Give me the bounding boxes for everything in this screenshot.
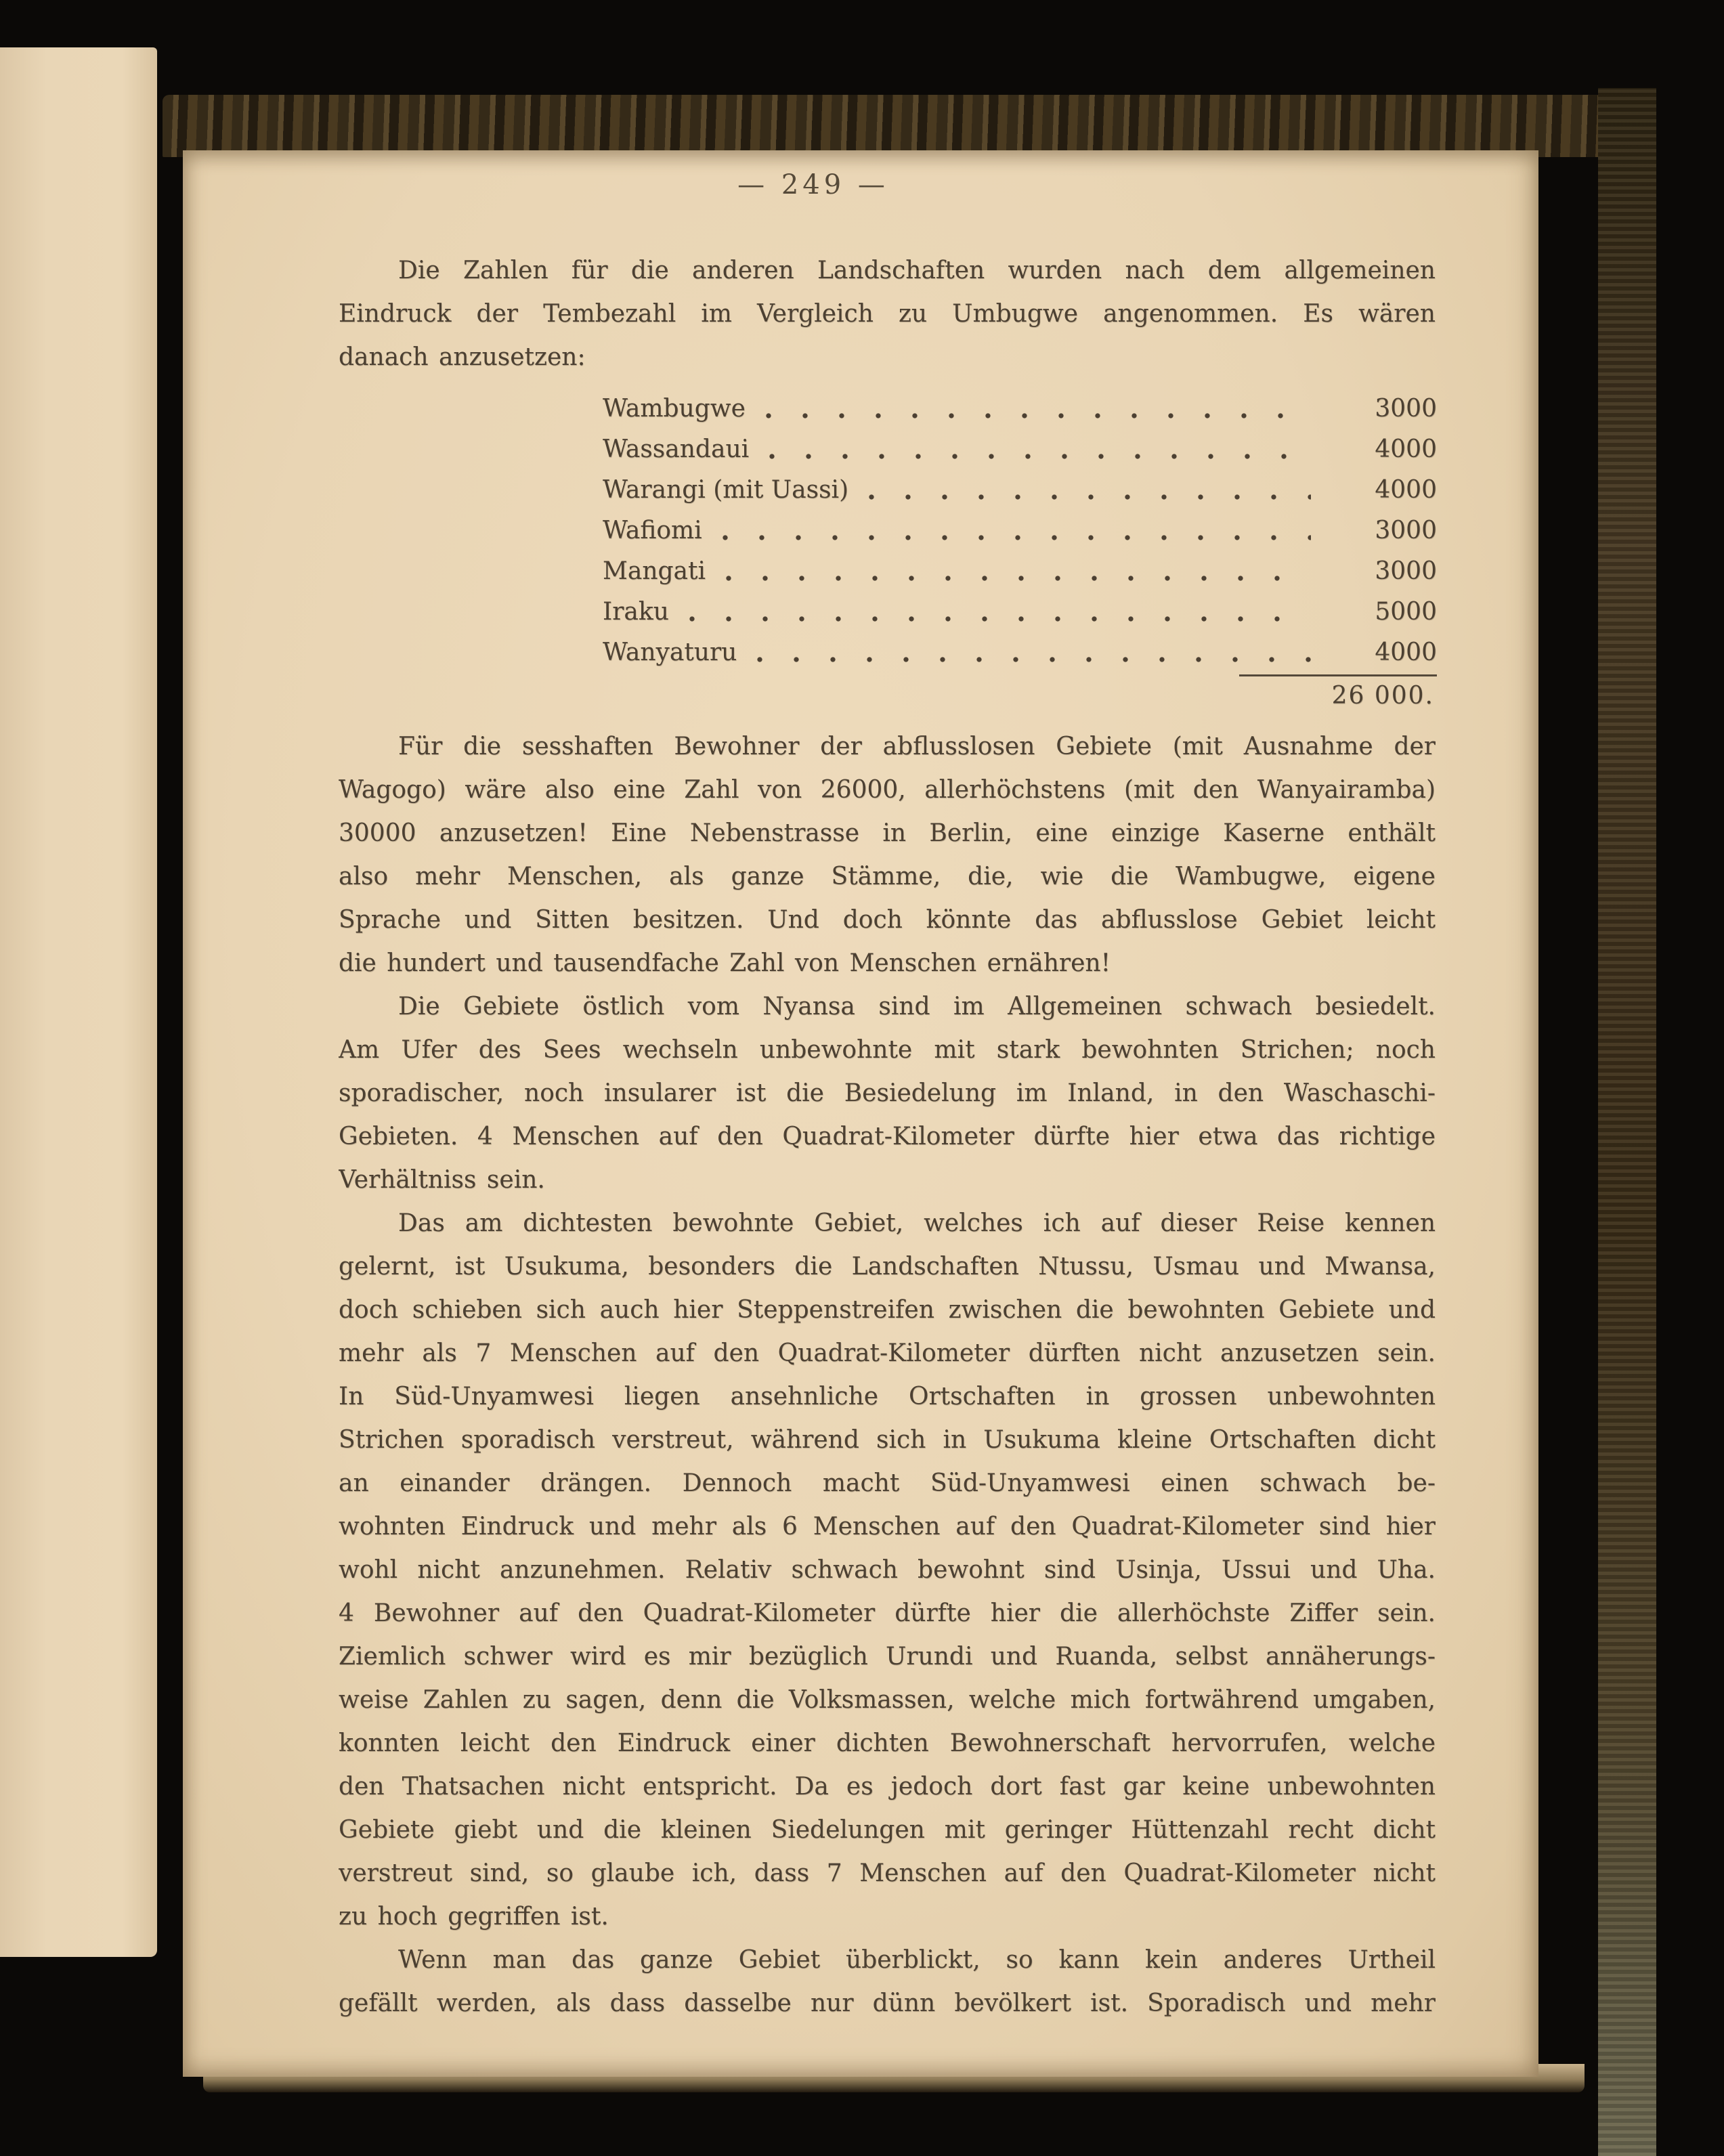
dot-leader xyxy=(726,573,1311,582)
table-row xyxy=(603,632,1437,673)
text-line: gefällt werden, als dass dasselbe nur dünn bevölkert ist. Sporadisch und mehr xyxy=(339,1989,1436,2017)
row-value: 4000 xyxy=(1375,476,1437,504)
row-label: Wafiomi xyxy=(603,517,702,544)
book-top-edge xyxy=(163,95,1656,157)
text-line: Die Gebiete östlich vom Nyansa sind im Allgemeinen schwach besiedelt. xyxy=(398,993,1436,1020)
text-line: Die Zahlen für die anderen Landschaften wurden nach dem allgemeinen xyxy=(398,257,1436,284)
table-row xyxy=(603,429,1437,470)
table-row xyxy=(603,470,1437,511)
row-value: 5000 xyxy=(1375,598,1437,626)
paragraph xyxy=(339,1202,1436,1939)
text-line: danach anzusetzen: xyxy=(339,343,586,371)
row-label: Iraku xyxy=(603,598,669,626)
total-value: 26 000. xyxy=(1331,682,1434,710)
paragraph xyxy=(339,725,1436,985)
paragraph xyxy=(339,1939,1436,2025)
paragraph xyxy=(339,249,1436,379)
text-line: zu hoch gegriffen ist. xyxy=(339,1903,609,1931)
table-row xyxy=(603,551,1437,592)
table-row xyxy=(603,389,1437,429)
facing-page-edge xyxy=(0,47,157,1957)
text-line: 4 Bewohner auf den Quadrat-Kilometer dürfte hier die allerhöchste Ziffer sein. xyxy=(339,1599,1436,1627)
census-table xyxy=(603,389,1437,716)
text-line: mehr als 7 Menschen auf den Quadrat-Kilometer dürften nicht anzusetzen sein. xyxy=(339,1339,1436,1367)
text-line: den Thatsachen nicht entspricht. Da es jedoch dort fast gar keine unbewohnten xyxy=(339,1773,1436,1801)
text-line: gelernt, ist Usukuma, besonders die Landschaften Ntussu, Usmau und Mwansa, xyxy=(339,1253,1436,1280)
table-row xyxy=(603,592,1437,632)
text-line: Strichen sporadisch verstreut, während sich in Usukuma kleine Ortschaften dicht xyxy=(339,1426,1436,1454)
page-number: — 249 — xyxy=(737,169,889,200)
dot-leader xyxy=(757,654,1311,664)
text-line: Wenn man das ganze Gebiet überblickt, so kann kein anderes Urtheil xyxy=(398,1946,1436,1974)
dot-leader xyxy=(869,492,1311,501)
row-label: Mangati xyxy=(603,557,706,585)
book-page xyxy=(183,150,1538,2077)
text-line: sporadischer, noch insularer ist die Besiedelung im Inland, in den Waschaschi- xyxy=(339,1079,1436,1107)
text-line: also mehr Menschen, als ganze Stämme, die, wie die Wambugwe, eigene xyxy=(339,863,1436,890)
row-label: Warangi (mit Uassi) xyxy=(603,476,849,504)
text-line: Ziemlich schwer wird es mir bezüglich Urundi und Ruanda, selbst annäherungs- xyxy=(339,1643,1436,1670)
row-value: 3000 xyxy=(1375,395,1437,423)
row-value: 4000 xyxy=(1375,435,1437,463)
text-line: wohnten Eindruck und mehr als 6 Menschen auf den Quadrat-Kilometer sind hier xyxy=(339,1513,1436,1540)
paragraph xyxy=(339,985,1436,1202)
page-edge-stack xyxy=(1536,142,1601,2075)
row-label: Wanyaturu xyxy=(603,639,737,666)
row-value: 3000 xyxy=(1375,557,1437,585)
text-block xyxy=(339,249,1436,2025)
book-binding-texture xyxy=(1598,88,1656,2156)
table-row xyxy=(603,511,1437,551)
text-line: weise Zahlen zu sagen, denn die Volksmassen, welche mich fortwährend umgaben, xyxy=(339,1686,1436,1714)
text-line: Gebieten. 4 Menschen auf den Quadrat-Kilometer dürfte hier etwa das richtige xyxy=(339,1123,1436,1150)
row-label: Wambugwe xyxy=(603,395,746,423)
dot-leader xyxy=(689,613,1311,623)
text-line: die hundert und tausendfache Zahl von Menschen ernähren! xyxy=(339,949,1111,977)
row-label: Wassandaui xyxy=(603,435,750,463)
text-line: Am Ufer des Sees wechseln unbewohnte mit stark bewohnten Strichen; noch xyxy=(339,1036,1436,1064)
row-value: 4000 xyxy=(1375,639,1437,666)
text-line: konnten leicht den Eindruck einer dichten Bewohnerschaft hervorrufen, welche xyxy=(339,1729,1436,1757)
text-line: an einander drängen. Dennoch macht Süd-Unyamwesi einen schwach be- xyxy=(339,1469,1436,1497)
book-gutter xyxy=(154,47,186,1998)
dot-leader xyxy=(766,410,1311,420)
text-line: Für die sesshaften Bewohner der abflusslosen Gebiete (mit Ausnahme der xyxy=(398,733,1436,760)
text-line: 30000 anzusetzen! Eine Nebenstrasse in Berlin, eine einzige Kaserne enthält xyxy=(339,819,1436,847)
row-value: 3000 xyxy=(1375,517,1437,544)
text-line: Gebiete giebt und die kleinen Siedelungen mit geringer Hüttenzahl recht dicht xyxy=(339,1816,1436,1844)
dot-leader xyxy=(769,451,1311,460)
text-line: Verhältniss sein. xyxy=(339,1166,545,1194)
text-line: Wagogo) wäre also eine Zahl von 26000, allerhöchstens (mit den Wanyairamba) xyxy=(339,776,1436,804)
text-line: verstreut sind, so glaube ich, dass 7 Menschen auf den Quadrat-Kilometer nicht xyxy=(339,1859,1436,1887)
text-line: Das am dichtesten bewohnte Gebiet, welches ich auf dieser Reise kennen xyxy=(398,1209,1436,1237)
text-line: In Süd-Unyamwesi liegen ansehnliche Ortschaften in grossen unbewohnten xyxy=(339,1383,1436,1410)
table-total xyxy=(603,674,1437,716)
dot-leader xyxy=(723,532,1311,542)
text-line: Sprache und Sitten besitzen. Und doch könnte das abflusslose Gebiet leicht xyxy=(339,906,1436,934)
text-line: Eindruck der Tembezahl im Vergleich zu Umbugwe angenommen. Es wären xyxy=(339,300,1436,328)
text-line: doch schieben sich auch hier Steppenstreifen zwischen die bewohnten Gebiete und xyxy=(339,1296,1436,1324)
text-line: wohl nicht anzunehmen. Relativ schwach bewohnt sind Usinja, Ussui und Uha. xyxy=(339,1556,1436,1584)
